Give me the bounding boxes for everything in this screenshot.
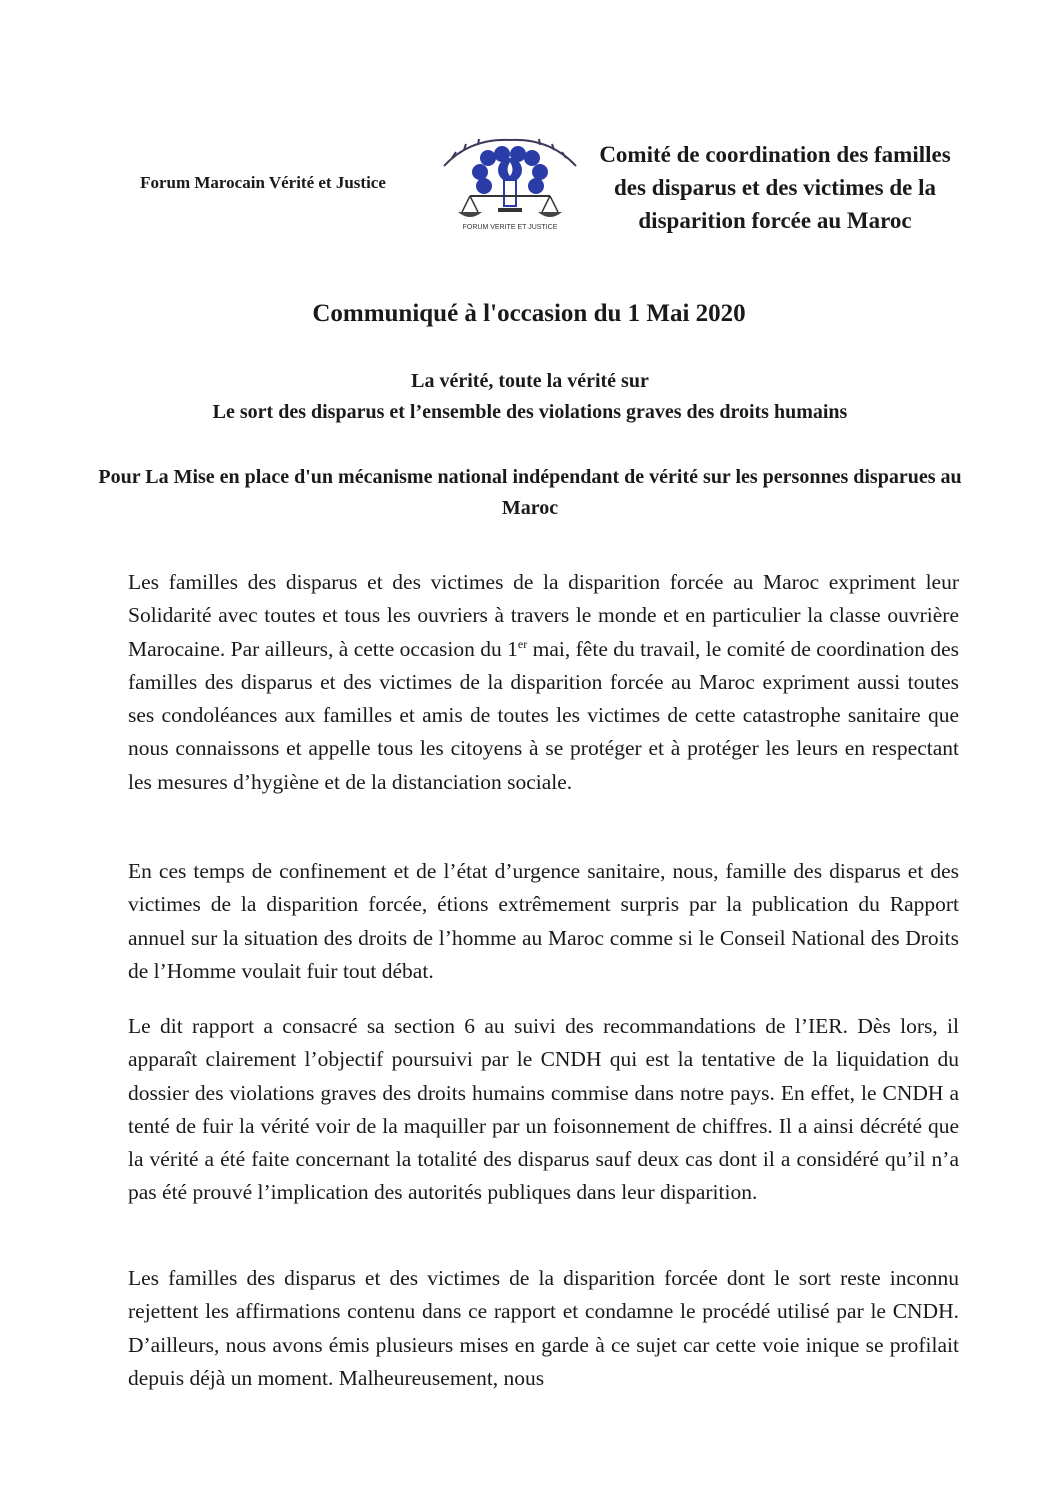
body-paragraph-1: [128, 566, 959, 799]
left-organization-name: Forum Marocain Vérité et Justice: [140, 173, 386, 192]
ordinal-superscript: er: [517, 636, 528, 651]
subtitle-line-2: Le sort des disparus et l’ensemble des violations graves des droits humains: [212, 401, 848, 423]
body-paragraph-2: En ces temps de confinement et de l’état d’urgence sanitaire, nous, famille des disparus et des victimes de la disparition forcée, étions extrêmement surpris par la publication du Rapport annuel sur la situation des droits de l’homme au Maroc comme si le Conseil National des Droits de l’Homme voulait fuir tout débat.: [128, 859, 959, 983]
forum-verite-justice-logo-icon: [440, 136, 580, 236]
mechanism-subtitle: Pour La Mise en place d'un mécanisme national indépendant de vérité sur les personnes disparues au Maroc: [98, 466, 962, 519]
right-organization-name: Comité de coordination des familles des disparus et des victimes de la disparition forcée au Maroc: [599, 142, 951, 233]
body-paragraph-3: Le dit rapport a consacré sa section 6 au suivi des recommandations de l’IER. Dès lors, il apparaît clairement l’objectif poursuivi par le CNDH qui est la tentative de la liquidation du dossier des violations graves des droits humains commise dans notre pays. En effet, le CNDH a tenté de fuir la vérité voir de la maquiller par un foisonnement de chiffres. Il a ainsi décrété que la vérité a été faite concernant la totalité des disparus sauf deux cas dont il a considéré qu’il n’a pas été prouvé l’implication des autorités publiques dans leur disparition.: [128, 1014, 959, 1205]
subtitle-block: [80, 366, 980, 428]
logo-caption: FORUM VERITE ET JUSTICE: [462, 224, 558, 231]
body-paragraph-4: Les familles des disparus et des victimes de la disparition forcée dont le sort reste inconnu rejettent les affirmations contenu dans ce rapport et condamne le procédé utilisé par le CNDH. D’ailleurs, nous avons émis plusieurs mises en garde à ce sujet car cette voie inique se profilait depuis déjà un moment. Malheureusement, nous: [128, 1266, 959, 1390]
paragraph-1-part-b: mai, fête du travail, le comité de coordination des familles des disparus et des victimes de la disparition forcée au Maroc expriment aussi toutes ses condoléances aux familles et amis de toutes les victimes de cette catastrophe sanitaire que nous connaissons et appelle tous les citoyens à se protéger et à protéger les leurs en respectant les mesures d’hygiène et de la distanciation sociale.: [128, 636, 960, 794]
communique-title: Communiqué à l'occasion du 1 Mai 2020: [312, 300, 746, 327]
paragraph-1-part-a: Les familles des disparus et des victimes de la disparition forcée au Maroc expriment leur Solidarité avec toutes et tous les ouvriers à travers le monde et en particulier la classe ouvrière Marocaine. Par ailleurs, à cette occasion du 1: [128, 570, 959, 661]
subtitle-line-1: La vérité, toute la vérité sur: [411, 370, 649, 392]
